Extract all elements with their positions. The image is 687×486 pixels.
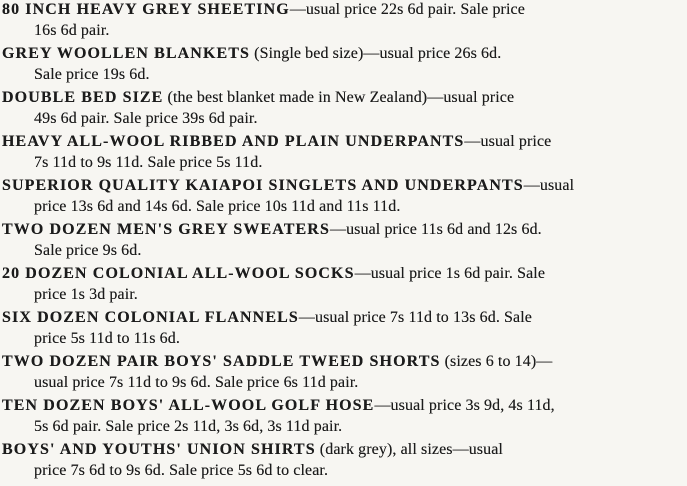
- item-line-1: [2, 88, 514, 108]
- item-line-1: [2, 352, 552, 372]
- item-line-2: Sale price 19s 6d.: [34, 66, 150, 83]
- item-price-text: (the best blanket made in New Zealand)—usual price: [163, 89, 515, 106]
- item-line-1: [2, 440, 503, 460]
- item-price-text: (Single bed size)—usual price 26s 6d.: [250, 45, 502, 62]
- item-line-2: 16s 6d pair.: [34, 22, 110, 39]
- item-heading: DOUBLE BED SIZE: [2, 89, 164, 106]
- item-price-text: —usual price: [464, 133, 552, 150]
- item-price-text: —usual price 1s 6d pair. Sale: [354, 265, 546, 282]
- item-line-1: [2, 264, 545, 284]
- item-price-text: —usual price 22s 6d pair. Sale price: [289, 1, 525, 18]
- item-line-1: [2, 44, 501, 64]
- item-line-2: 49s 6d pair. Sale price 39s 6d pair.: [34, 110, 258, 127]
- item-line-2: price 1s 3d pair.: [34, 286, 138, 303]
- item-heading: TWO DOZEN MEN'S GREY SWEATERS: [2, 221, 330, 238]
- item-line-1: [2, 396, 555, 416]
- item-price-text: —usual price 3s 9d, 4s 11d,: [374, 397, 555, 414]
- item-line-2: price 13s 6d and 14s 6d. Sale price 10s 11d and 11s 11d.: [34, 198, 401, 215]
- item-line-2: price 7s 6d to 9s 6d. Sale price 5s 6d to clear.: [34, 462, 329, 479]
- item-line-1: [2, 0, 525, 20]
- item-heading: GREY WOOLLEN BLANKETS: [2, 45, 251, 62]
- item-line-2: 5s 6d pair. Sale price 2s 11d, 3s 6d, 3s 11d pair.: [34, 418, 343, 435]
- item-line-2: Sale price 9s 6d.: [34, 242, 142, 259]
- item-heading: HEAVY ALL-WOOL RIBBED AND PLAIN UNDERPANTS: [2, 133, 465, 150]
- item-line-2: usual price 7s 11d to 9s 6d. Sale price 6s 11d pair.: [34, 374, 359, 391]
- item-line-2: 7s 11d to 9s 11d. Sale price 5s 11d.: [34, 154, 263, 171]
- item-heading: SIX DOZEN COLONIAL FLANNELS: [2, 309, 299, 326]
- item-heading: TWO DOZEN PAIR BOYS' SADDLE TWEED SHORTS: [2, 353, 441, 370]
- item-heading: 20 DOZEN COLONIAL ALL-WOOL SOCKS: [2, 265, 355, 282]
- item-line-1: [2, 132, 551, 152]
- item-line-1: [2, 308, 532, 328]
- item-heading: SUPERIOR QUALITY KAIAPOI SINGLETS AND UNDERPANTS: [2, 177, 524, 194]
- item-price-text: —usual price 11s 6d and 12s 6d.: [329, 221, 542, 238]
- item-heading: TEN DOZEN BOYS' ALL-WOOL GOLF HOSE: [2, 397, 375, 414]
- item-heading: BOYS' AND YOUTHS' UNION SHIRTS: [2, 441, 316, 458]
- item-price-text: —usual: [523, 177, 575, 194]
- item-price-text: —usual price 7s 11d to 13s 6d. Sale: [298, 309, 532, 326]
- item-line-2: price 5s 11d to 11s 6d.: [34, 330, 180, 347]
- item-price-text: (dark grey), all sizes—usual: [315, 441, 503, 458]
- item-line-1: [2, 176, 574, 196]
- item-heading: 80 INCH HEAVY GREY SHEETING: [2, 1, 290, 18]
- item-price-text: (sizes 6 to 14)—: [440, 353, 553, 370]
- item-line-1: [2, 220, 542, 240]
